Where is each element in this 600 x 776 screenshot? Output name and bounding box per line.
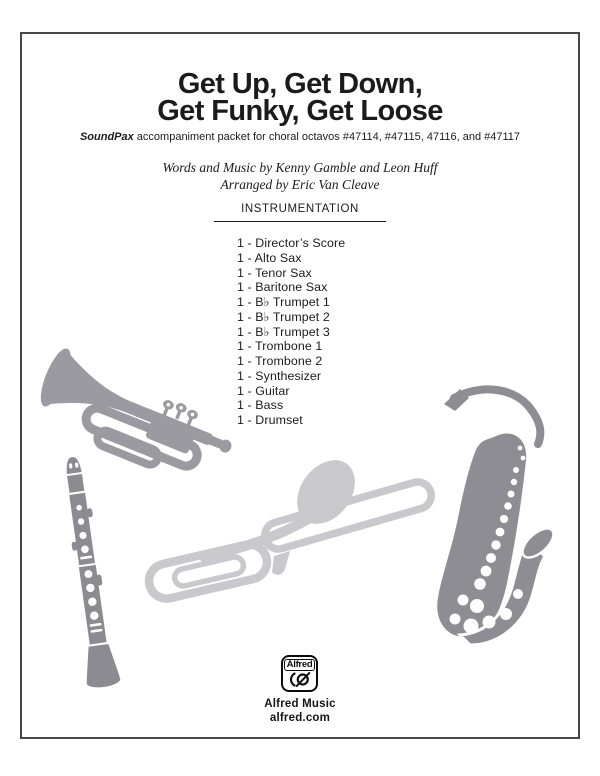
list-item: 1 - Director’s Score xyxy=(237,236,346,250)
list-item: 1 - Synthesizer xyxy=(237,368,322,383)
subtitle xyxy=(0,131,600,144)
clarinet-silhouette-icon xyxy=(50,452,128,704)
alfred-logo-lyre-icon xyxy=(288,672,312,687)
list-item: 1 - Trombone 2 xyxy=(237,354,323,368)
list-item: 1 - Drumset xyxy=(237,413,303,427)
list-item: 1 - Trombone 1 xyxy=(237,339,323,354)
title-line-2: Get Funky, Get Loose xyxy=(157,95,443,127)
publisher-name: Alfred Music xyxy=(264,698,336,710)
page-title xyxy=(0,68,600,127)
list-item: 1 - B♭ Trumpet 1 xyxy=(237,295,330,309)
list-item: 1 - Bass xyxy=(237,398,284,413)
list-item: 1 - Tenor Sax xyxy=(237,265,312,280)
credits xyxy=(0,159,600,193)
credit-words-music: Words and Music by Kenny Gamble and Leon Huff xyxy=(162,160,438,175)
alfred-logo-wordmark: Alfred xyxy=(284,659,316,671)
list-item: 1 - Alto Sax xyxy=(237,250,302,265)
publisher-website: alfred.com xyxy=(269,712,331,724)
list-item: 1 - B♭ Trumpet 2 xyxy=(237,309,330,324)
alfred-logo xyxy=(281,655,318,692)
credit-arranger: Arranged by Eric Van Cleave xyxy=(220,177,380,192)
list-item: 1 - Guitar xyxy=(237,383,290,398)
list-item: 1 - Baritone Sax xyxy=(237,280,328,295)
title-line-1: Get Up, Get Down, xyxy=(177,68,423,100)
list-item: 1 - B♭ Trumpet 3 xyxy=(237,324,330,339)
instrumentation-list xyxy=(237,236,345,428)
trombone-silhouette-icon xyxy=(134,452,436,604)
subtitle-text: accompaniment packet for choral octavos #47114, #47115, 47116, and #47117 xyxy=(133,131,521,143)
instrumentation-heading: INSTRUMENTATION xyxy=(214,203,386,222)
soundpax-brand: SoundPax xyxy=(79,131,134,143)
saxophone-silhouette-icon xyxy=(430,382,560,660)
